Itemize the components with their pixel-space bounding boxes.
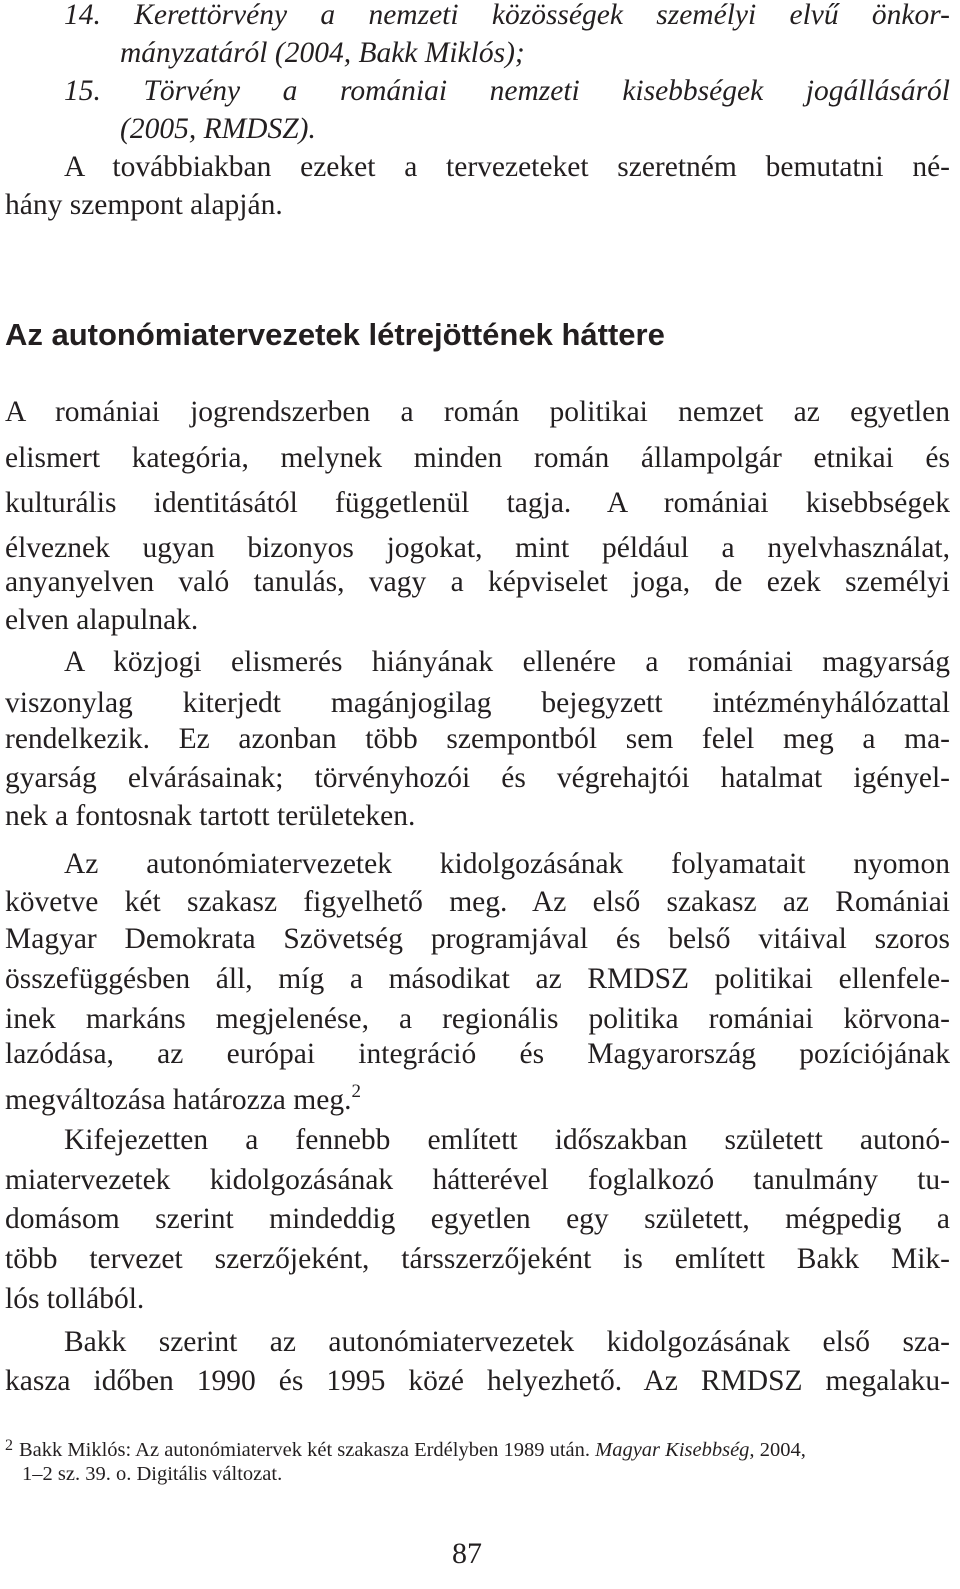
intro-line-2: hány szempont alapján.	[5, 189, 283, 221]
paragraph-line: A közjogi elismerés hiányának ellenére a romániai magyarság	[64, 646, 950, 678]
footnote-reference: 2	[351, 1081, 361, 1102]
paragraph-line: anyanyelven való tanulás, vagy a képviselet joga, de ezek személyi	[5, 566, 950, 598]
paragraph-line: rendelkezik. Ez azonban több szempontból sem felel meg a ma-	[5, 723, 950, 755]
paragraph-line: inek markáns megjelenése, a regionális politika romániai körvona-	[5, 1003, 950, 1035]
paragraph-line: kulturális identitásától függetlenül tagja. A romániai kisebbségek	[5, 487, 950, 519]
paragraph-line: lós tollából.	[5, 1283, 145, 1315]
paragraph-line: kasza időben 1990 és 1995 közé helyezhető. Az RMDSZ megalaku-	[5, 1365, 950, 1397]
paragraph-line: elismert kategória, melynek minden román állampolgár etnikai és	[5, 442, 950, 474]
footnote-number: 2	[5, 1437, 13, 1454]
paragraph-line: elven alapulnak.	[5, 604, 199, 636]
paragraph-line: Kifejezetten a fennebb említett időszakban született autonó-	[64, 1124, 950, 1156]
footnote-journal-title: Magyar Kisebbség,	[595, 1439, 755, 1461]
paragraph-line: miatervezetek kidolgozásának hátterével foglalkozó tanulmány tu-	[5, 1164, 950, 1196]
list-item-15-line2: (2005, RMDSZ).	[120, 113, 316, 145]
list-item-15-line1: 15. Törvény a romániai nemzeti kisebbségek jogállásáról	[64, 75, 950, 107]
paragraph-line: gyarság elvárásainak; törvényhozói és végrehajtói hatalmat igényel-	[5, 762, 950, 794]
list-item-14-line1: 14. Kerettörvény a nemzeti közösségek személyi elvű önkor-	[64, 0, 950, 31]
paragraph-line: Magyar Demokrata Szövetség programjával és belső vitáival szoros	[5, 923, 950, 955]
page-number: 87	[452, 1537, 482, 1570]
paragraph-line: több tervezet szerzőjeként, társszerzőjeként is említett Bakk Mik-	[5, 1243, 950, 1275]
footnote-line-2: 1–2 sz. 39. o. Digitális változat.	[22, 1463, 283, 1485]
paragraph-line: Az autonómiatervezetek kidolgozásának folyamatait nyomon	[64, 848, 950, 880]
paragraph-line: domásom szerint mindeddig egyetlen egy született, mégpedig a	[5, 1203, 950, 1235]
paragraph-text: megváltozása határozza meg.	[5, 1084, 352, 1116]
paragraph-line: viszonylag kiterjedt magánjogilag bejegyzett intézményhálózattal	[5, 687, 950, 719]
paragraph-line: nek a fontosnak tartott területeken.	[5, 800, 416, 832]
list-item-14-line2: mányzatáról (2004, Bakk Miklós);	[120, 37, 525, 69]
paragraph-line	[5, 1070, 950, 1122]
paragraph-line: A romániai jogrendszerben a román politikai nemzet az egyetlen	[5, 396, 950, 428]
paragraph-line: Bakk szerint az autonómiatervezetek kidolgozásának első sza-	[64, 1326, 950, 1358]
section-heading: Az autonómiatervezetek létrejöttének háttere	[5, 317, 665, 352]
paragraph-line: összefüggésben áll, míg a másodikat az RMDSZ politikai ellenfele-	[5, 963, 950, 995]
paragraph-line: követve két szakasz figyelhető meg. Az első szakasz az Romániai	[5, 886, 950, 918]
intro-line-1: A továbbiakban ezeket a tervezeteket szeretném bemutatni né-	[64, 151, 950, 183]
paragraph-line: élveznek ugyan bizonyos jogokat, mint például a nyelvhasználat,	[5, 532, 950, 564]
paragraph-line: lazódása, az európai integráció és Magyarország pozíciójának	[5, 1038, 950, 1070]
footnote-text: Bakk Miklós: Az autonómiatervek két szakasza Erdélyben 1989 után.	[19, 1439, 590, 1461]
footnote-year: 2004,	[759, 1439, 806, 1461]
